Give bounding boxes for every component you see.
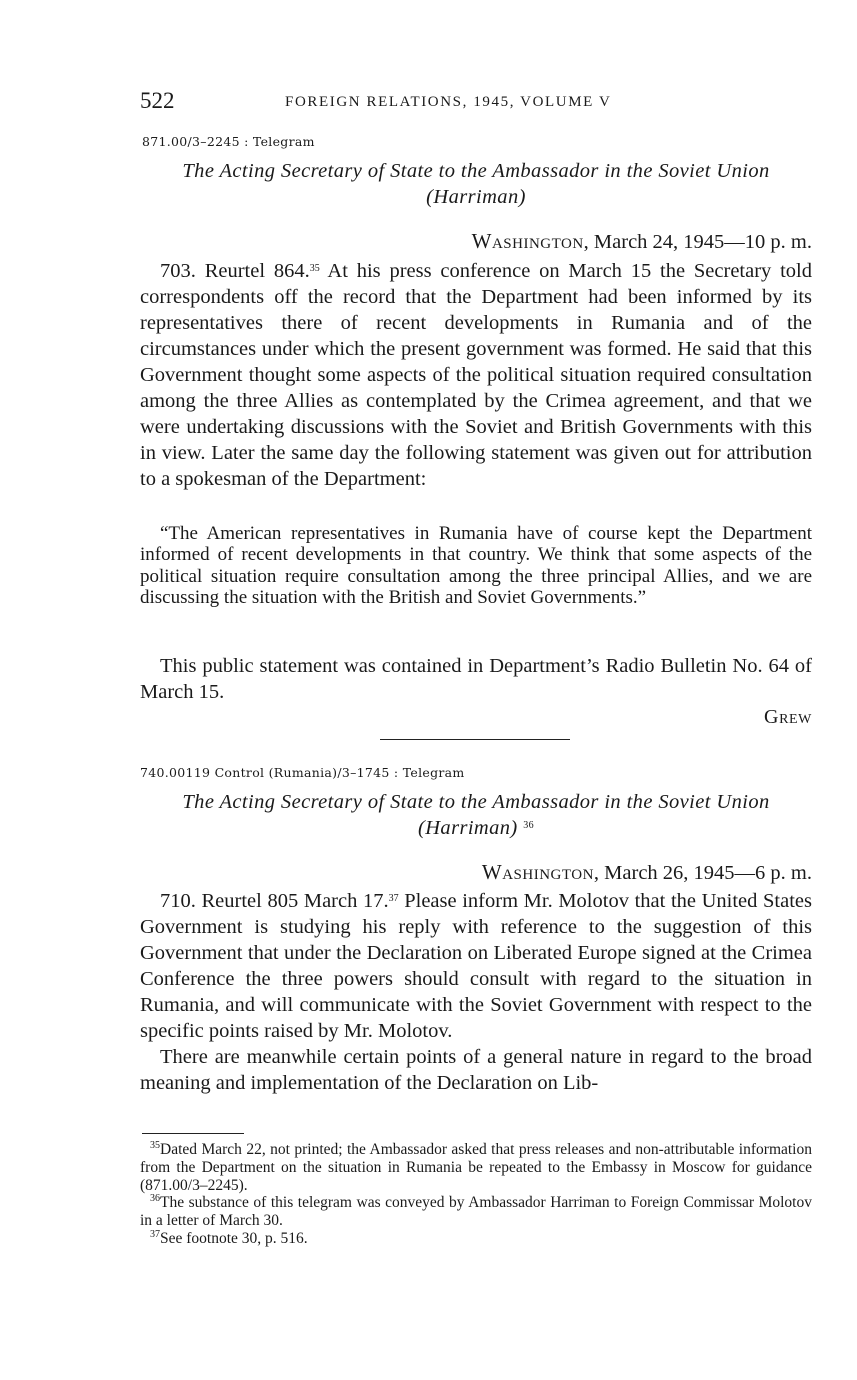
page-number: 522 xyxy=(140,88,175,113)
paragraph-text: Please inform Mr. Molotov that the United States Government is studying his reply with reference to the suggestion of this Government that under the Declaration on Liberated Europe signed at the Crimea Conference the three powers should consult with regard to the situation in Rumania, and will communicate with the Soviet Government with respect to the specific points raised by Mr. Molotov. xyxy=(140,890,812,1042)
file-reference: 871.00/3–2245 : Telegram xyxy=(142,134,315,149)
telegram-body xyxy=(140,258,812,492)
body-paragraph: There are meanwhile certain points of a general nature in regard to the broad meaning and implementation of the Declaration on Lib- xyxy=(140,1046,812,1094)
body-paragraph xyxy=(140,258,812,492)
document-title xyxy=(140,789,812,841)
quoted-statement xyxy=(140,523,812,608)
dateline xyxy=(140,229,812,254)
footnote xyxy=(140,1194,812,1230)
footnote-text: Dated March 22, not printed; the Ambassador asked that press releases and non-attributable information from the Department on the situation in Rumania be repeated to the Embassy in Moscow for guidance (871.00/3–2245). xyxy=(140,1141,812,1194)
dateline-date: , March 24, 1945—10 p. m. xyxy=(583,231,812,253)
telegram-number: 703. Reurtel 864. xyxy=(160,260,310,282)
title-line: (Harriman) xyxy=(426,186,526,208)
telegram-body xyxy=(140,888,812,1096)
footnote-ref[interactable]: 36 xyxy=(523,820,534,831)
footnote-number: 35 xyxy=(150,1140,160,1151)
dateline xyxy=(140,860,812,885)
footnote-number: 36 xyxy=(150,1193,160,1205)
footnote-text: The substance of this telegram was conveyed by Ambassador Harriman to Foreign Commissar Molotov in a letter of March 30. xyxy=(140,1194,812,1230)
dateline-place: Washington xyxy=(481,860,594,884)
footnotes xyxy=(140,1141,812,1248)
title-line xyxy=(140,815,812,841)
running-head: FOREIGN RELATIONS, 1945, VOLUME V xyxy=(285,94,612,110)
telegram-body xyxy=(140,653,812,705)
body-paragraph: This public statement was contained in Department’s Radio Bulletin No. 64 of March 15. xyxy=(140,655,812,703)
page-header xyxy=(140,88,812,118)
dateline-place: Washington xyxy=(471,229,584,253)
file-reference: 740.00119 Control (Rumania)/3–1745 : Telegram xyxy=(140,765,465,780)
title-line: The Acting Secretary of State to the Ambassador in the Soviet Union xyxy=(182,791,770,813)
dateline-date: , March 26, 1945—6 p. m. xyxy=(593,862,812,884)
paragraph-text: At his press conference on March 15 the Secretary told correspondents off the record that the Department had been informed by its representatives there of recent developments in Rumania and of the circumstances under which the present government was formed. He said that this Government thought some aspects of the political situation required consultation among the three Allies as contemplated by the Crimea agreement, and that we were undertaking discussions with the Soviet and British Governments with this in view. Later the same day the following statement was given out for attribution to a spokesman of the Department: xyxy=(140,260,812,490)
footnote-text: See footnote 30, p. 516. xyxy=(160,1229,308,1247)
signature: Grew xyxy=(764,706,812,728)
telegram-number: 710. Reurtel 805 March 17. xyxy=(160,890,389,912)
footnote xyxy=(140,1141,812,1194)
title-line: The Acting Secretary of State to the Ambassador in the Soviet Union xyxy=(182,160,770,182)
title-recipient: (Harriman) xyxy=(417,817,518,839)
footnote-ref[interactable]: 37 xyxy=(388,893,399,904)
footnote xyxy=(140,1230,812,1248)
document-title xyxy=(140,158,812,210)
footnote-number: 37 xyxy=(150,1228,160,1240)
section-divider xyxy=(380,739,570,740)
quote-text: “The American representatives in Rumania have of course kept the Department informed of recent developments in that country. We think that some aspects of the political situation require consultation among the three principal Allies, and we are discussing the situation with the British and Soviet Governments.” xyxy=(140,523,812,608)
footnote-rule xyxy=(142,1133,244,1134)
body-paragraph xyxy=(140,888,812,1044)
footnote-ref[interactable]: 35 xyxy=(309,263,320,274)
